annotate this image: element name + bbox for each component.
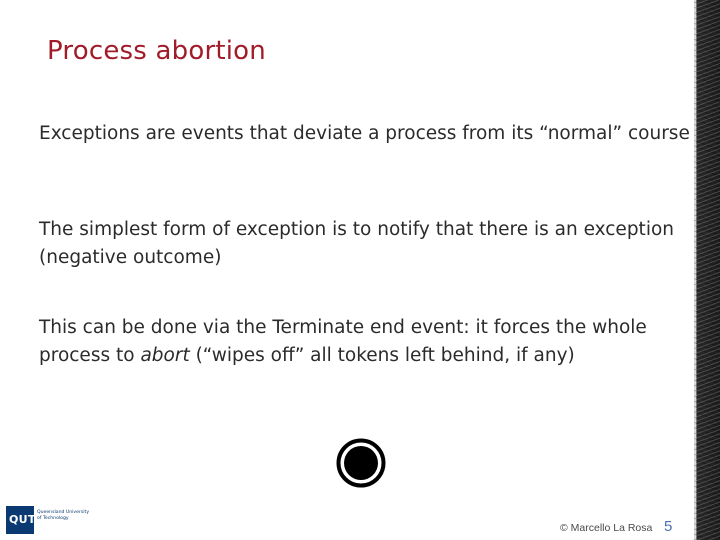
paragraph-terminate-emphasis: abort <box>140 345 190 366</box>
paragraph-terminate <box>39 314 694 370</box>
qut-logo-mark <box>6 506 34 534</box>
footer-credit: © Marcello La Rosa <box>560 522 653 534</box>
decorative-side-border <box>694 0 720 540</box>
qut-logo-line-2: of Technology <box>37 516 69 521</box>
qut-logo <box>6 506 98 534</box>
border-texture <box>694 0 720 540</box>
qut-logo-letters: QUT <box>9 513 36 526</box>
page-number: 5 <box>664 518 673 535</box>
qut-logo-line-1: Queensland University <box>37 510 90 515</box>
terminate-end-event-icon <box>335 437 387 489</box>
paragraph-exceptions: Exceptions are events that deviate a process from its “normal” course <box>39 123 690 144</box>
slide-title: Process abortion <box>47 36 266 66</box>
paragraph-simplest-form: The simplest form of exception is to notify that there is an exception (negative outcome) <box>39 219 674 268</box>
paragraph-terminate-text-2: (“wipes off” all tokens left behind, if any) <box>189 345 575 366</box>
qut-logo-text <box>37 510 101 522</box>
paragraph-terminate-text-1: This can be done via the Terminate end event: it forces the whole process to <box>39 317 647 366</box>
